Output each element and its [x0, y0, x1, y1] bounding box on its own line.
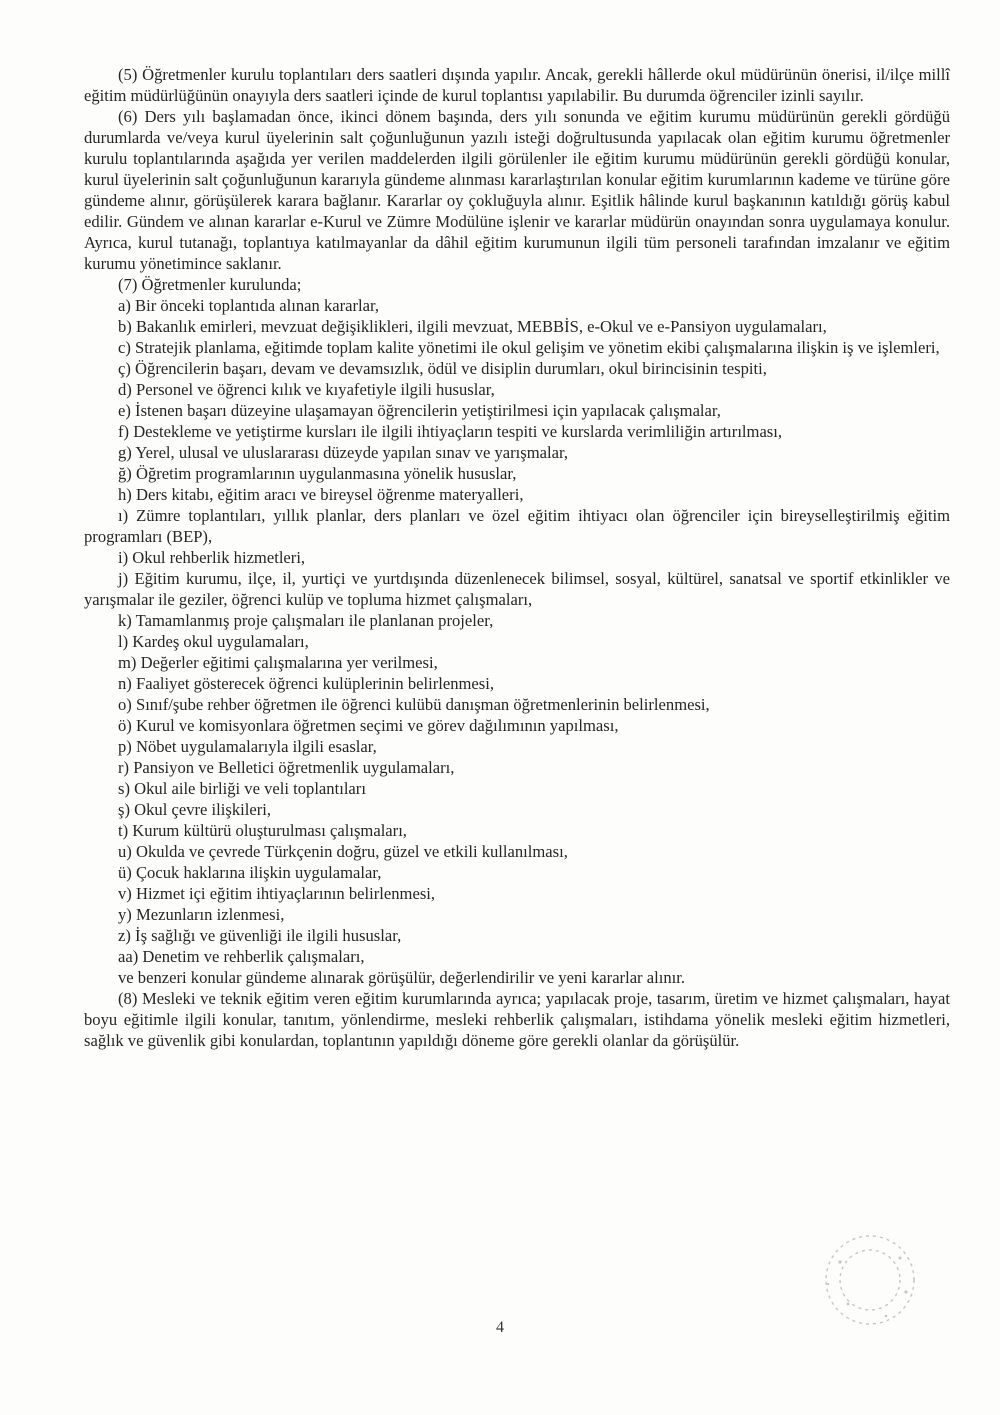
list-item: e) İstenen başarı düzeyine ulaşamayan öğrencilerin yetiştirilmesi için yapılacak çalışmalar,: [118, 401, 721, 420]
paragraph-7-intro: (7) Öğretmenler kurulunda;: [118, 275, 302, 294]
list-item: j) Eğitim kurumu, ilçe, il, yurtiçi ve yurtdışında düzenlenecek bilimsel, sosyal, kültürel, sanatsal ve sportif etkinlikler ve yarışmalar ile geziler, öğrenci kulüp ve topluma hizmet çalışmaları,: [84, 569, 950, 609]
list-item: ü) Çocuk haklarına ilişkin uygulamalar,: [118, 863, 382, 882]
list-item: h) Ders kitabı, eğitim aracı ve bireysel öğrenme materyalleri,: [118, 485, 524, 504]
list-item: ç) Öğrencilerin başarı, devam ve devamsızlık, ödül ve disiplin durumları, okul birincisinin tespiti,: [118, 359, 767, 378]
paragraph-6: (6) Ders yılı başlamadan önce, ikinci dönem başında, ders yılı sonunda ve eğitim kurumu müdürünün gerekli gördüğü durumlarda ve/veya kurul üyelerinin salt çoğunluğunun yazılı isteği doğrultusunda yapılacak olan eğitim kurumu öğretmenler kurulu toplantılarında aşağıda yer verilen maddelerden ilgili görülenler ile eğitim kurumu müdürünün gerekli gördüğü konular, kurul üyelerinin salt çoğunluğunun kararıyla gündeme alınması kararlaştırılan konular eğitim kurumlarının kademe ve türüne göre gündeme alınır, görüşülerek karara bağlanır. Kararlar oy çokluğuyla alınır. Eşitlik hâlinde kurul başkanının katıldığı görüş kabul edilir. Gündem ve alınan kararlar e-Kurul ve Zümre Modülüne işlenir ve kararlar müdürün onayından sonra uygulamaya konulur. Ayrıca, kurul tutanağı, toplantıya katılmayanlar da dâhil eğitim kurumunun ilgili tüm personeli tarafından imzalanır ve eğitim kurumu yönetimince saklanır.: [84, 107, 950, 273]
list-item: r) Pansiyon ve Belletici öğretmenlik uygulamaları,: [118, 758, 455, 777]
list-item: o) Sınıf/şube rehber öğretmen ile öğrenci kulübü danışman öğretmenlerinin belirlenmesi,: [118, 695, 710, 714]
list-item: c) Stratejik planlama, eğitimde toplam kalite yönetimi ile okul gelişim ve yönetim ekibi çalışmalarına ilişkin iş ve işlemleri,: [118, 338, 940, 357]
list-item: k) Tamamlanmış proje çalışmaları ile planlanan projeler,: [118, 611, 494, 630]
list-item: v) Hizmet içi eğitim ihtiyaçlarının belirlenmesi,: [118, 884, 436, 903]
page-number: 4: [496, 1319, 504, 1336]
agenda-list: [84, 295, 950, 967]
list-item: s) Okul aile birliği ve veli toplantıları: [118, 779, 366, 798]
list-item: aa) Denetim ve rehberlik çalışmaları,: [118, 947, 365, 966]
list-item: ö) Kurul ve komisyonlara öğretmen seçimi ve görev dağılımının yapılması,: [118, 716, 619, 735]
paragraph-8: (8) Mesleki ve teknik eğitim veren eğitim kurumlarında ayrıca; yapılacak proje, tasarım, üretim ve hizmet çalışmaları, hayat boyu eğitimle ilgili konular, tanıtım, yönlendirme, mesleki rehberlik çalışmaları, istihdama yönelik mesleki eğitim hizmetleri, sağlık ve güvenlik gibi konulardan, toplantının yapıldığı döneme göre gerekli olanlar da görüşülür.: [84, 989, 950, 1050]
list-item: b) Bakanlık emirleri, mevzuat değişiklikleri, ilgili mevzuat, MEBBİS, e-Okul ve e-Pansiyon uygulamaları,: [118, 317, 827, 336]
list-item: p) Nöbet uygulamalarıyla ilgili esaslar,: [118, 737, 377, 756]
list-item: t) Kurum kültürü oluşturulması çalışmaları,: [118, 821, 407, 840]
list-item: u) Okulda ve çevrede Türkçenin doğru, güzel ve etkili kullanılması,: [118, 842, 568, 861]
list-item: ş) Okul çevre ilişkileri,: [118, 800, 271, 819]
list-item: ı) Zümre toplantıları, yıllık planlar, ders planları ve özel eğitim ihtiyacı olan öğrenciler için bireyselleştirilmiş eğitim programları (BEP),: [84, 506, 950, 546]
official-stamp-icon: [788, 1222, 958, 1332]
list-item: z) İş sağlığı ve güvenliği ile ilgili hususlar,: [118, 926, 402, 945]
list-item: d) Personel ve öğrenci kılık ve kıyafetiyle ilgili hususlar,: [118, 380, 495, 399]
list-item: ğ) Öğretim programlarının uygulanmasına yönelik hususlar,: [118, 464, 517, 483]
document-body: [84, 64, 950, 1051]
list-item: a) Bir önceki toplantıda alınan kararlar,: [118, 296, 380, 315]
list-item: n) Faaliyet gösterecek öğrenci kulüplerinin belirlenmesi,: [118, 674, 495, 693]
list-item: l) Kardeş okul uygulamaları,: [118, 632, 309, 651]
list-item: f) Destekleme ve yetiştirme kursları ile ilgili ihtiyaçların tespiti ve kurslarda verimliliğin artırılması,: [118, 422, 783, 441]
list-item: i) Okul rehberlik hizmetleri,: [118, 548, 306, 567]
list-item: g) Yerel, ulusal ve uluslararası düzeyde yapılan sınav ve yarışmalar,: [118, 443, 568, 462]
list-item: m) Değerler eğitimi çalışmalarına yer verilmesi,: [118, 653, 438, 672]
paragraph-5: (5) Öğretmenler kurulu toplantıları ders saatleri dışında yapılır. Ancak, gerekli hâllerde okul müdürünün önerisi, il/ilçe millî eğitim müdürlüğünün onayıyla ders saatleri içinde de kurul toplantısı yapılabilir. Bu durumda öğrenciler izinli sayılır.: [84, 65, 950, 105]
paragraph-7-closing: ve benzeri konular gündeme alınarak görüşülür, değerlendirilir ve yeni kararlar alınır.: [118, 968, 685, 987]
list-item: y) Mezunların izlenmesi,: [118, 905, 285, 924]
